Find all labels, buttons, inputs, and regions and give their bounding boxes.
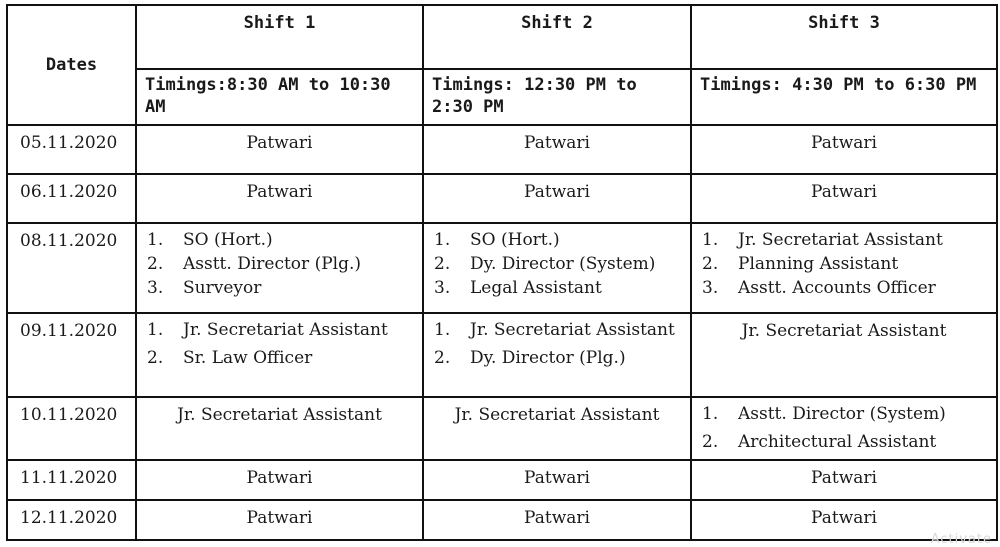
list-item xyxy=(147,253,414,275)
list-item-text: Asstt. Director (System) xyxy=(738,404,946,424)
date-cell: 12.11.2020 xyxy=(7,500,136,540)
list-item-text: Dy. Director (System) xyxy=(470,254,656,274)
post-cell: Jr. Secretariat Assistant xyxy=(136,397,423,460)
date-cell: 09.11.2020 xyxy=(7,313,136,397)
list-item xyxy=(434,253,682,275)
list-item xyxy=(434,347,682,369)
post-list xyxy=(137,314,422,369)
date-cell: 08.11.2020 xyxy=(7,223,136,313)
shift-1-header: Shift 1 xyxy=(136,5,423,69)
list-item xyxy=(702,229,988,251)
list-item-text: Asstt. Accounts Officer xyxy=(738,278,936,298)
dates-header: Dates xyxy=(7,5,136,125)
table-row xyxy=(7,125,997,174)
list-item xyxy=(434,319,682,341)
post-list xyxy=(137,224,422,299)
date-cell: 11.11.2020 xyxy=(7,460,136,500)
list-item-text: Asstt. Director (Plg.) xyxy=(183,254,361,274)
list-item xyxy=(702,403,988,425)
post-cell: Patwari xyxy=(423,174,691,223)
table-row xyxy=(7,500,997,540)
post-list-cell xyxy=(423,223,691,313)
shift-3-header: Shift 3 xyxy=(691,5,997,69)
post-list xyxy=(692,398,996,453)
list-item-number: 1. xyxy=(147,320,164,340)
post-cell: Patwari xyxy=(136,460,423,500)
list-item-number: 2. xyxy=(434,348,451,368)
list-item-text: Legal Assistant xyxy=(470,278,602,298)
list-item xyxy=(147,277,414,299)
list-item xyxy=(147,319,414,341)
table-row xyxy=(7,397,997,460)
list-item-number: 2. xyxy=(147,348,164,368)
post-list-cell xyxy=(136,223,423,313)
post-cell: Jr. Secretariat Assistant xyxy=(423,397,691,460)
post-cell: Patwari xyxy=(423,125,691,174)
list-item-number: 3. xyxy=(702,278,719,298)
post-list xyxy=(424,314,690,369)
list-item-number: 1. xyxy=(434,230,451,250)
post-list-cell xyxy=(691,397,997,460)
post-list-cell xyxy=(136,313,423,397)
post-cell: Patwari xyxy=(423,500,691,540)
exam-schedule-table xyxy=(6,4,998,541)
post-list xyxy=(692,224,996,299)
schedule-body xyxy=(7,125,997,540)
list-item-text: Sr. Law Officer xyxy=(183,348,313,368)
list-item-text: Jr. Secretariat Assistant xyxy=(183,320,388,340)
post-cell: Jr. Secretariat Assistant xyxy=(691,313,997,397)
list-item xyxy=(434,229,682,251)
post-cell: Patwari xyxy=(136,500,423,540)
list-item-number: 1. xyxy=(702,404,719,424)
shift-1-timing: Timings:8:30 AM to 10:30 AM xyxy=(136,69,423,125)
shift-header-row xyxy=(7,5,997,69)
post-list-cell xyxy=(423,313,691,397)
shift-2-timing: Timings: 12:30 PM to 2:30 PM xyxy=(423,69,691,125)
post-list-cell xyxy=(691,223,997,313)
shift-2-header: Shift 2 xyxy=(423,5,691,69)
post-cell: Patwari xyxy=(691,460,997,500)
list-item-number: 2. xyxy=(702,432,719,452)
list-item xyxy=(147,347,414,369)
date-cell: 06.11.2020 xyxy=(7,174,136,223)
date-cell: 10.11.2020 xyxy=(7,397,136,460)
post-cell: Patwari xyxy=(136,174,423,223)
list-item-number: 3. xyxy=(434,278,451,298)
list-item-text: Dy. Director (Plg.) xyxy=(470,348,626,368)
list-item-text: SO (Hort.) xyxy=(183,230,273,250)
post-list xyxy=(424,224,690,299)
table-row xyxy=(7,174,997,223)
watermark-text: Activate xyxy=(930,532,992,547)
list-item-number: 2. xyxy=(434,254,451,274)
list-item-number: 3. xyxy=(147,278,164,298)
list-item-number: 1. xyxy=(147,230,164,250)
list-item-number: 1. xyxy=(702,230,719,250)
list-item xyxy=(702,277,988,299)
table-row xyxy=(7,223,997,313)
list-item-text: Architectural Assistant xyxy=(738,432,937,452)
list-item-text: SO (Hort.) xyxy=(470,230,560,250)
list-item-text: Jr. Secretariat Assistant xyxy=(470,320,675,340)
post-cell: Patwari xyxy=(691,125,997,174)
timing-header-row xyxy=(7,69,997,125)
list-item-text: Planning Assistant xyxy=(738,254,899,274)
list-item-text: Jr. Secretariat Assistant xyxy=(738,230,943,250)
post-cell: Patwari xyxy=(691,174,997,223)
post-cell: Patwari xyxy=(423,460,691,500)
list-item-number: 2. xyxy=(147,254,164,274)
post-cell: Patwari xyxy=(691,500,997,540)
shift-3-timing: Timings: 4:30 PM to 6:30 PM xyxy=(691,69,997,125)
list-item xyxy=(434,277,682,299)
table-row xyxy=(7,313,997,397)
list-item-text: Surveyor xyxy=(183,278,262,298)
list-item xyxy=(702,431,988,453)
table-row xyxy=(7,460,997,500)
list-item-number: 2. xyxy=(702,254,719,274)
list-item xyxy=(147,229,414,251)
list-item-number: 1. xyxy=(434,320,451,340)
date-cell: 05.11.2020 xyxy=(7,125,136,174)
list-item xyxy=(702,253,988,275)
post-cell: Patwari xyxy=(136,125,423,174)
